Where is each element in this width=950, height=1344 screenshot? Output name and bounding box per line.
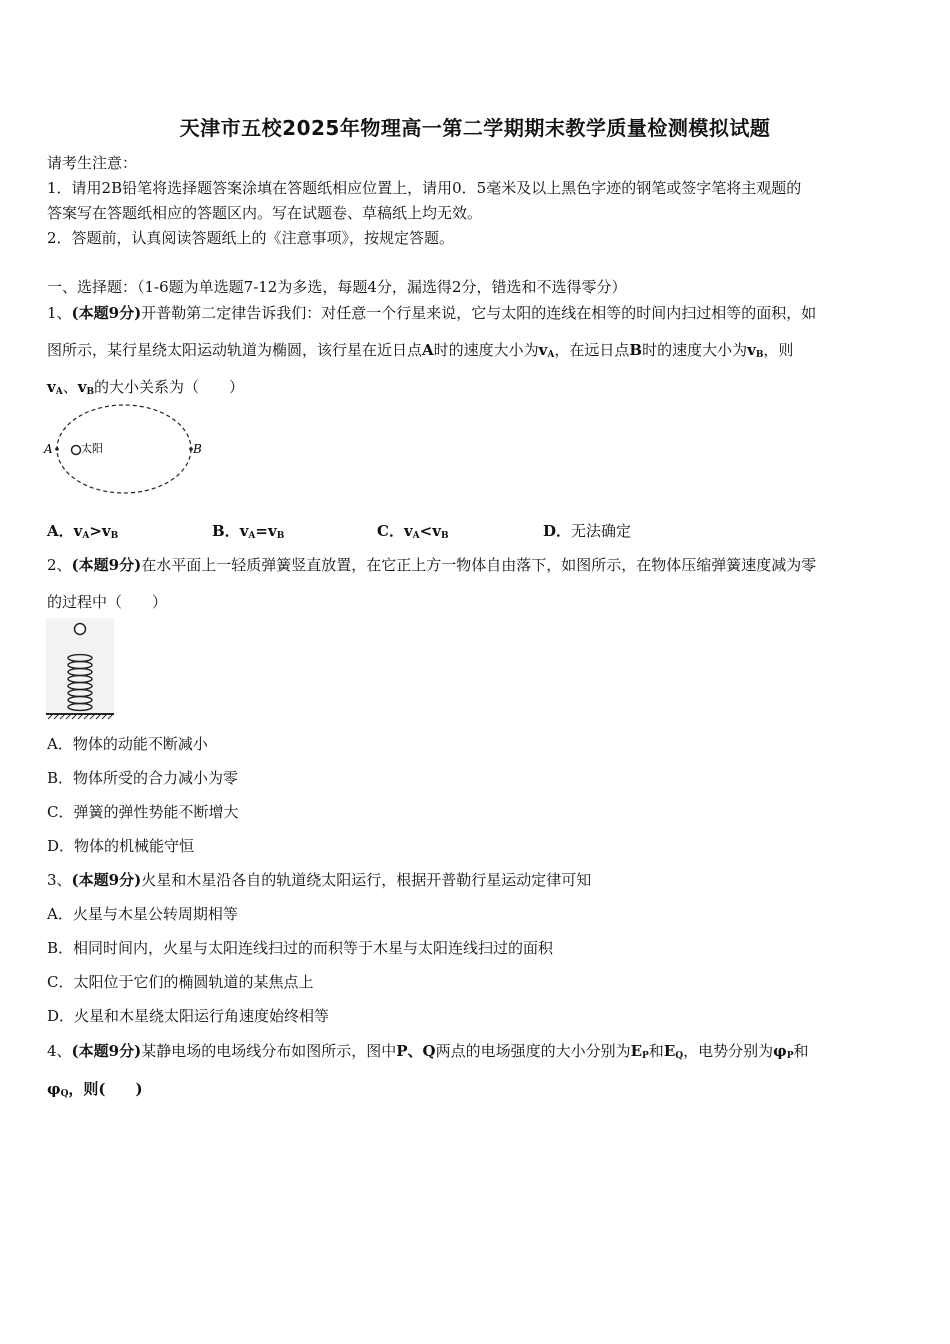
q4-eq-sub: Q	[675, 1051, 684, 1061]
q4-phip-symbol: φ	[773, 1042, 787, 1060]
q1-vb-symbol-2: v	[77, 378, 87, 396]
q3-number: 3、	[47, 871, 72, 889]
notice-item-1-line-1: 1．请用2B铅笔将选择题答案涂填在答题纸相应位置上，请用0．5毫米及以上黑色字迹的钢笔或签字笔将主观题的	[47, 179, 802, 197]
option-rhs: v	[101, 522, 111, 540]
q4-text-1e: 和	[793, 1042, 809, 1060]
ball-icon	[75, 624, 86, 635]
q2-line-1	[47, 554, 816, 575]
notice-item-1-line-2: 答案写在答题纸相应的答题区内。写在试题卷、草稿纸上均无效。	[47, 204, 483, 222]
q1-point-a: A	[422, 341, 434, 359]
q3-points: (本题9分)	[71, 871, 142, 889]
orbit-figure	[40, 405, 215, 500]
q1-vb-sub: B	[755, 350, 764, 360]
option-rhs: v	[432, 522, 441, 540]
q1-text-2c: ，在远日点	[554, 341, 630, 359]
option-lhs: v	[403, 522, 413, 540]
q2-text-1: 在水平面上一轻质弹簧竖直放置，在它正上方一物体自由落下，如图所示，在物体压缩弹簧速度减为零	[141, 556, 817, 574]
q4-ep-sub: P	[642, 1051, 649, 1061]
option-op: >	[89, 522, 102, 540]
q1-text-2b: 时的速度大小为	[433, 341, 539, 359]
sun-label: 太阳	[81, 442, 103, 455]
orbit-label-a: A	[44, 442, 53, 456]
q1-sep: 、	[62, 378, 78, 396]
q3-line-1	[47, 869, 591, 890]
sun-icon	[72, 446, 81, 455]
option-lhs-sub: A	[82, 531, 90, 541]
option-rhs-sub: B	[440, 531, 449, 541]
q1-vb-symbol: v	[747, 341, 756, 359]
section-heading: 一、选择题：（1-6题为单选题7-12为多选，每题4分，漏选得2分，错选和不选得零分）	[47, 278, 627, 296]
option-letter: A．	[47, 522, 74, 540]
q4-points: (本题9分)	[71, 1042, 142, 1060]
option-letter: D．	[543, 522, 572, 540]
q1-text-2d: 时的速度大小为	[642, 341, 748, 359]
q1-option-a[interactable]	[47, 520, 118, 541]
q4-text-2: ，则( )	[68, 1080, 143, 1098]
q3-option-d[interactable]: D．火星和木星绕太阳运行角速度始终相等	[47, 1007, 330, 1025]
option-op: =	[255, 522, 268, 540]
q4-phiq-symbol: φ	[47, 1080, 61, 1098]
orbit-label-b: B	[193, 442, 202, 456]
q1-option-c[interactable]	[377, 520, 449, 541]
q2-option-c[interactable]: C．弹簧的弹性势能不断增大	[47, 803, 239, 821]
q4-phip-sub: P	[786, 1051, 794, 1061]
q4-points-pq: P、Q	[396, 1042, 436, 1060]
q1-number: 1、	[47, 304, 72, 322]
notice-item-2: 2．答题前，认真阅读答题纸上的《注意事项》，按规定答题。	[47, 229, 455, 247]
q4-ep-symbol: E	[630, 1042, 643, 1060]
q1-text-2e: ，则	[763, 341, 794, 359]
option-letter: C．	[377, 522, 404, 540]
q1-line-3	[47, 376, 244, 397]
option-letter: B．	[212, 522, 240, 540]
q2-number: 2、	[47, 556, 72, 574]
q1-vb-sub-2: B	[86, 387, 95, 397]
q4-and: 和	[648, 1042, 664, 1060]
q4-text-1a: 某静电场的电场线分布如图所示，图中	[141, 1042, 397, 1060]
option-rhs: v	[267, 522, 277, 540]
q1-line-1	[47, 302, 816, 323]
q1-option-d[interactable]	[543, 520, 631, 541]
q4-eq-symbol: E	[663, 1042, 676, 1060]
planet-at-a	[55, 447, 59, 451]
q1-option-b[interactable]	[212, 520, 284, 541]
option-op: <	[419, 522, 433, 540]
q4-number: 4、	[47, 1042, 72, 1060]
spring-figure	[44, 618, 116, 720]
option-text: 无法确定	[571, 522, 632, 540]
q1-points: (本题9分)	[71, 304, 142, 322]
q4-text-1c: 两点的电场强度的大小分别为	[435, 1042, 631, 1060]
q2-points: (本题9分)	[71, 556, 142, 574]
option-rhs-sub: B	[276, 531, 285, 541]
q1-point-b: B	[629, 341, 643, 359]
q4-phiq-sub: Q	[60, 1089, 69, 1099]
page-title: 天津市五校2025年物理高一第二学期期末教学质量检测模拟试题	[179, 116, 771, 140]
q1-line-2	[47, 339, 793, 360]
q1-va-sub: A	[547, 350, 555, 360]
option-lhs-sub: A	[412, 531, 420, 541]
q4-line-1	[47, 1040, 808, 1061]
q3-option-a[interactable]: A．火星与木星公转周期相等	[47, 905, 238, 923]
orbit-ellipse	[57, 405, 191, 493]
q2-option-d[interactable]: D．物体的机械能守恒	[47, 837, 195, 855]
q2-line-2: 的过程中（ ）	[47, 593, 168, 611]
q1-va-symbol: v	[538, 341, 548, 359]
q1-text-2a: 图所示，某行星绕太阳运动轨道为椭圆，该行星在近日点	[47, 341, 423, 359]
q1-va-sub-2: A	[55, 387, 63, 397]
q1-text-1: 开普勒第二定律告诉我们：对任意一个行星来说，它与太阳的连线在相等的时间内扫过相等的面积，如	[141, 304, 817, 322]
option-lhs-sub: A	[248, 531, 256, 541]
q3-option-b[interactable]: B．相同时间内，火星与太阳连线扫过的而积等于木星与太阳连线扫过的面积	[47, 939, 554, 957]
option-lhs: v	[73, 522, 83, 540]
q3-option-c[interactable]: C．太阳位于它们的椭圆轨道的某焦点上	[47, 973, 314, 991]
q1-text-3: 的大小关系为（ ）	[94, 378, 245, 396]
notice-heading: 请考生注意：	[47, 154, 138, 172]
q2-option-a[interactable]: A．物体的动能不断减小	[47, 735, 208, 753]
q3-text-1: 火星和木星沿各自的轨道绕太阳运行，根据开普勒行星运动定律可知	[141, 871, 592, 889]
q4-line-2	[47, 1078, 143, 1099]
q1-va-symbol-2: v	[47, 378, 56, 396]
option-rhs-sub: B	[110, 531, 119, 541]
option-lhs: v	[239, 522, 249, 540]
q2-option-b[interactable]: B．物体所受的合力减小为零	[47, 769, 239, 787]
q4-text-1d: ，电势分别为	[683, 1042, 774, 1060]
